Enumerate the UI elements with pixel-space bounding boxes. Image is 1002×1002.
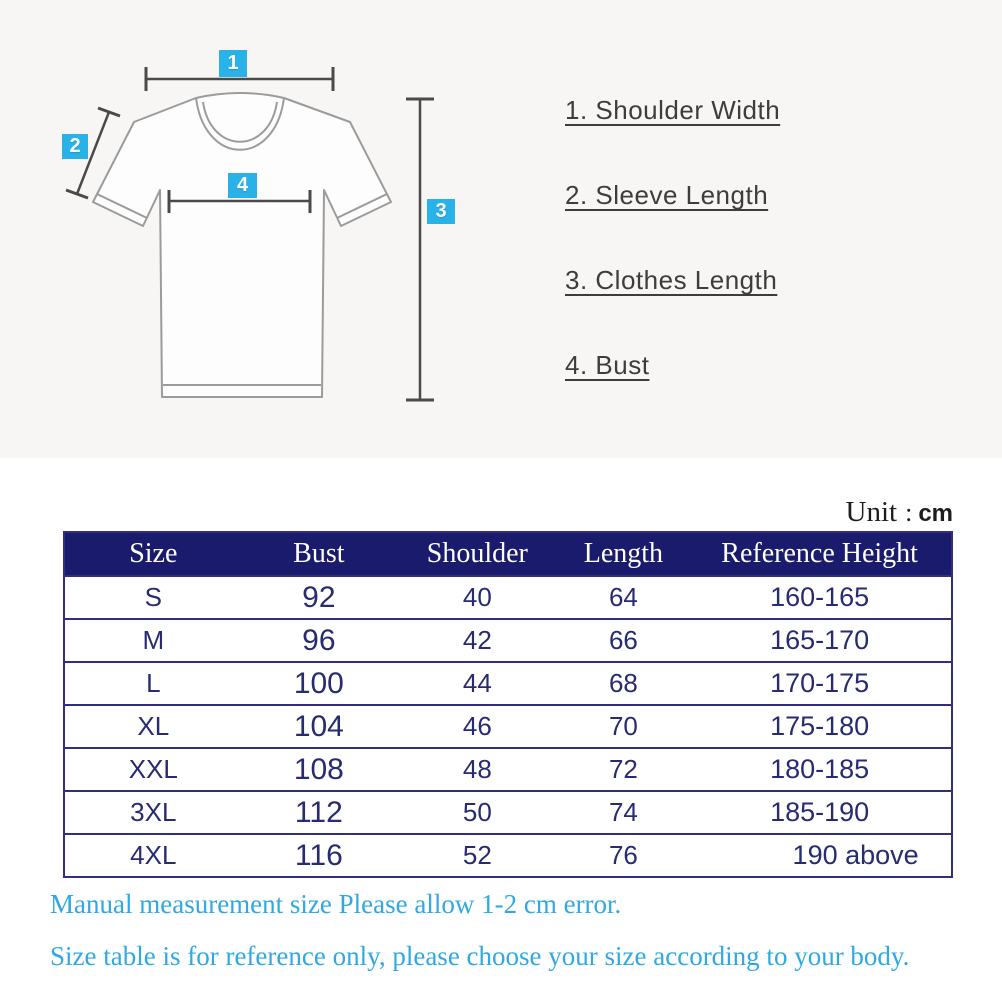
table-row xyxy=(64,576,952,619)
unit-separator: : xyxy=(905,498,913,527)
tshirt-outline xyxy=(93,93,391,397)
marker-2-badge: 2 xyxy=(62,134,88,159)
shoulder-cell: 50 xyxy=(396,791,559,834)
shoulder-cell: 42 xyxy=(396,619,559,662)
size-cell: 4XL xyxy=(64,834,242,877)
reference-height-cell: 180-185 xyxy=(688,748,952,791)
reference-height-cell: 185-190 xyxy=(688,791,952,834)
unit-word: Unit xyxy=(845,496,898,528)
header-length: Length xyxy=(559,532,689,576)
shoulder-cell: 52 xyxy=(396,834,559,877)
marker-1-badge: 1 xyxy=(219,50,247,77)
tshirt-diagram-svg xyxy=(0,0,1002,458)
header-bust: Bust xyxy=(242,532,397,576)
header-shoulder: Shoulder xyxy=(396,532,559,576)
table-row xyxy=(64,619,952,662)
length-cell: 66 xyxy=(559,619,689,662)
length-cell: 70 xyxy=(559,705,689,748)
bust-cell: 100 xyxy=(242,662,397,705)
size-cell: M xyxy=(64,619,242,662)
table-row xyxy=(64,791,952,834)
shoulder-cell: 46 xyxy=(396,705,559,748)
note-measurement-error: Manual measurement size Please allow 1-2 cm error. xyxy=(50,889,622,919)
length-cell: 64 xyxy=(559,576,689,619)
size-cell: L xyxy=(64,662,242,705)
legend-sleeve-length: 2. Sleeve Length xyxy=(565,180,769,210)
length-cell: 76 xyxy=(559,834,689,877)
reference-height-cell: 165-170 xyxy=(688,619,952,662)
measurement-diagram xyxy=(0,0,1002,458)
marker-4-badge: 4 xyxy=(228,173,257,198)
bust-cell: 116 xyxy=(242,834,397,877)
length-cell: 72 xyxy=(559,748,689,791)
reference-height-cell: 175-180 xyxy=(688,705,952,748)
reference-height-cell: 170-175 xyxy=(688,662,952,705)
table-row xyxy=(64,705,952,748)
size-cell: XXL xyxy=(64,748,242,791)
bust-cell: 92 xyxy=(242,576,397,619)
table-row xyxy=(64,834,952,877)
table-header-row xyxy=(64,532,952,576)
reference-height-cell: 160-165 xyxy=(688,576,952,619)
shoulder-cell: 48 xyxy=(396,748,559,791)
table-row xyxy=(64,662,952,705)
legend-shoulder-width: 1. Shoulder Width xyxy=(565,95,781,125)
size-cell: 3XL xyxy=(64,791,242,834)
size-cell: XL xyxy=(64,705,242,748)
table-row xyxy=(64,748,952,791)
legend-clothes-length: 3. Clothes Length xyxy=(565,265,778,295)
bust-cell: 96 xyxy=(242,619,397,662)
bust-cell: 112 xyxy=(242,791,397,834)
header-size: Size xyxy=(64,532,242,576)
header-reference-height: Reference Height xyxy=(688,532,952,576)
size-table xyxy=(63,531,953,878)
dimension-line-clothes xyxy=(406,99,434,400)
unit-value: cm xyxy=(918,500,953,527)
bust-cell: 104 xyxy=(242,705,397,748)
reference-height-cell: 190 above xyxy=(688,834,952,877)
shoulder-cell: 40 xyxy=(396,576,559,619)
size-cell: S xyxy=(64,576,242,619)
length-cell: 74 xyxy=(559,791,689,834)
bust-cell: 108 xyxy=(242,748,397,791)
unit-label xyxy=(846,496,953,529)
length-cell: 68 xyxy=(559,662,689,705)
marker-3-badge: 3 xyxy=(427,199,455,224)
legend-bust: 4. Bust xyxy=(565,350,650,380)
shoulder-cell: 44 xyxy=(396,662,559,705)
note-size-reference: Size table is for reference only, please choose your size according to your body. xyxy=(50,941,910,971)
